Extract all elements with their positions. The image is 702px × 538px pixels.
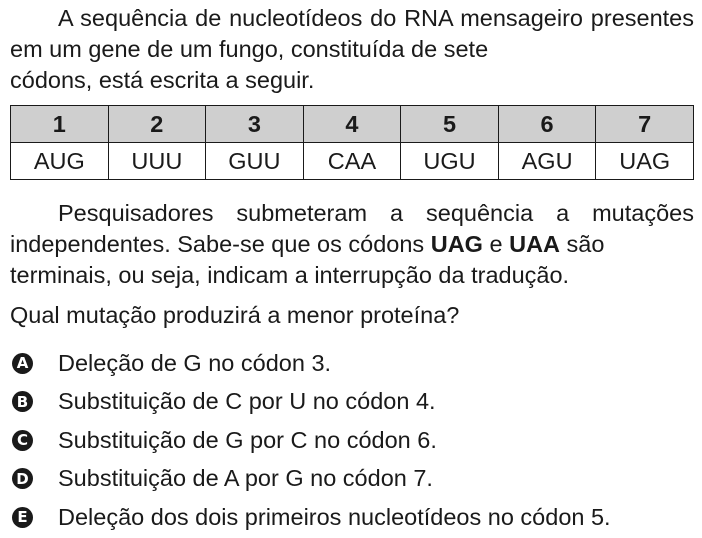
codon-cell: UGU	[401, 143, 499, 180]
option-letter-badge: E	[12, 507, 33, 528]
context-text-end: terminais, ou seja, indicam a interrupção da tradução.	[10, 262, 570, 288]
intro-text: A sequência de nucleotídeos do RNA mensageiro presentes em um gene de um fungo, constituída de sete	[10, 5, 694, 62]
option-d[interactable]	[12, 460, 702, 499]
codon-sequence-row	[11, 143, 694, 180]
option-text: Substituição de A por G no códon 7.	[58, 465, 433, 492]
option-b[interactable]	[12, 383, 702, 422]
codon-number: 7	[596, 106, 694, 143]
codon-cell: UUU	[108, 143, 206, 180]
codon-number: 4	[303, 106, 401, 143]
context-text: e	[482, 231, 510, 257]
option-text: Deleção dos dois primeiros nucleotídeos no códon 5.	[58, 503, 611, 530]
codon-number: 1	[11, 106, 109, 143]
option-text: Substituição de G por C no códon 6.	[58, 426, 437, 453]
option-text: Substituição de C por U no códon 4.	[58, 388, 436, 415]
codon-number: 5	[401, 106, 499, 143]
codon-number: 3	[206, 106, 304, 143]
context-text: Pesquisadores submeteram a sequência a mutações independentes. Sabe-se que os códons	[10, 200, 694, 257]
answer-options	[12, 344, 702, 537]
option-text: Deleção de G no códon 3.	[58, 349, 332, 376]
codon-cell: UAG	[596, 143, 694, 180]
intro-text-end: códons, está escrita a seguir.	[10, 67, 315, 93]
option-e[interactable]	[12, 498, 702, 537]
intro-paragraph	[10, 3, 694, 96]
option-letter-badge: D	[12, 468, 33, 489]
codon-cell: GUU	[206, 143, 304, 180]
option-letter-badge: B	[12, 391, 33, 412]
codon-cell: AGU	[498, 143, 596, 180]
option-letter-badge: C	[12, 430, 33, 451]
codon-cell: AUG	[11, 143, 109, 180]
stop-codon-uag: UAG	[430, 231, 483, 257]
codon-number: 2	[108, 106, 206, 143]
option-c[interactable]	[12, 421, 702, 460]
stop-codon-uaa: UAA	[509, 231, 561, 257]
context-paragraph	[10, 198, 694, 291]
codon-table	[10, 105, 694, 180]
codon-cell: CAA	[303, 143, 401, 180]
option-a[interactable]	[12, 344, 702, 383]
codon-number-row	[11, 106, 694, 143]
codon-number: 6	[498, 106, 596, 143]
context-text: são	[560, 231, 605, 257]
option-letter-badge: A	[12, 353, 33, 374]
question-text: Qual mutação produzirá a menor proteína?	[10, 302, 460, 328]
